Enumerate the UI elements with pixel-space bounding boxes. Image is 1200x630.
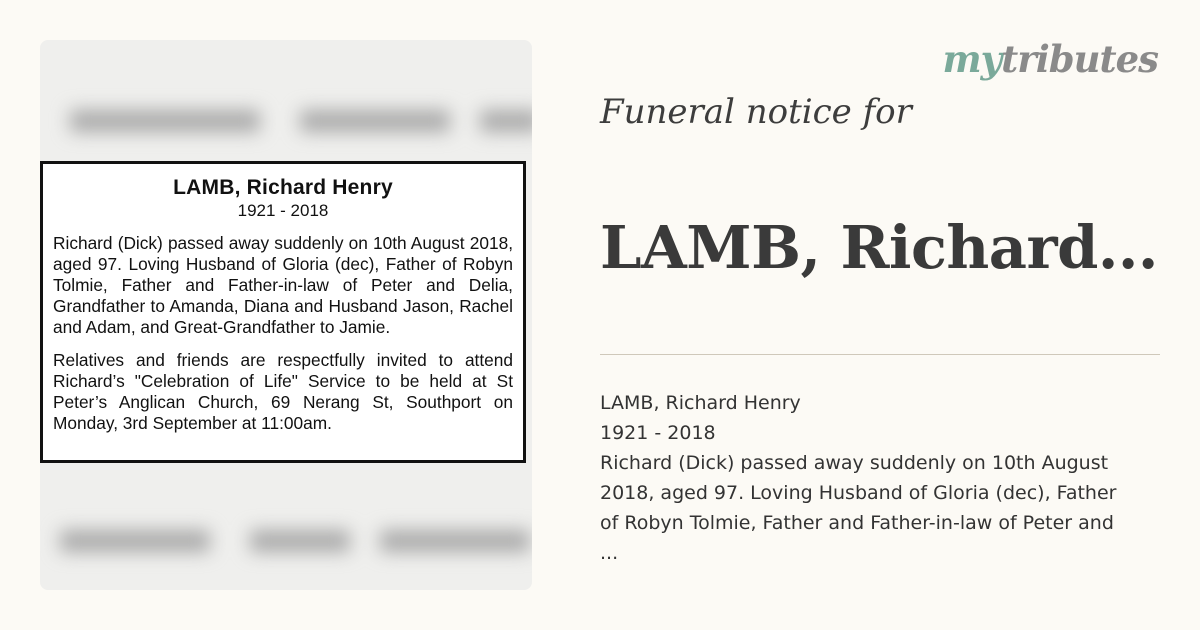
summary-line: LAMB, Richard Henry bbox=[600, 392, 801, 414]
logo-tributes: tributes bbox=[1001, 37, 1158, 81]
notice-headline: LAMB, Richard... bbox=[600, 213, 1158, 282]
logo-my: my bbox=[942, 37, 1002, 81]
divider bbox=[600, 354, 1160, 355]
blurred-adjacent-text-bottom bbox=[40, 510, 532, 570]
summary-line: ... bbox=[600, 542, 619, 564]
summary-line: of Robyn Tolmie, Father and Father-in-law of Peter and bbox=[600, 512, 1114, 534]
blurred-adjacent-text-top bbox=[40, 90, 532, 150]
notice-clipping-card bbox=[40, 40, 532, 590]
newspaper-notice bbox=[40, 161, 526, 463]
notice-paragraph-1: Richard (Dick) passed away suddenly on 10th August 2018, aged 97. Loving Husband of Gloria (dec), Father of Robyn Tolmie, Father and Father-in-law of Peter and Delia, Grandfather to Amanda, Diana and Husband Jason, Rachel and Adam, and Great-Grandfather to Jamie. bbox=[53, 233, 513, 337]
notice-paragraph-2: Relatives and friends are respectfully invited to attend Richard’s "Celebration of Life" Service to be held at St Peter’s Anglican Church, 69 Nerang St, Southport on Monday, 3rd September at 11:00am. bbox=[53, 350, 513, 433]
notice-kicker: Funeral notice for bbox=[600, 92, 912, 132]
summary-line: 2018, aged 97. Loving Husband of Gloria (dec), Father bbox=[600, 482, 1117, 504]
notice-summary bbox=[600, 388, 1160, 568]
summary-line: Richard (Dick) passed away suddenly on 10th August bbox=[600, 452, 1109, 474]
summary-line: 1921 - 2018 bbox=[600, 422, 716, 444]
notice-years: 1921 - 2018 bbox=[237, 201, 329, 220]
notice-name: LAMB, Richard Henry bbox=[173, 176, 393, 199]
mytributes-logo[interactable] bbox=[942, 37, 1158, 81]
